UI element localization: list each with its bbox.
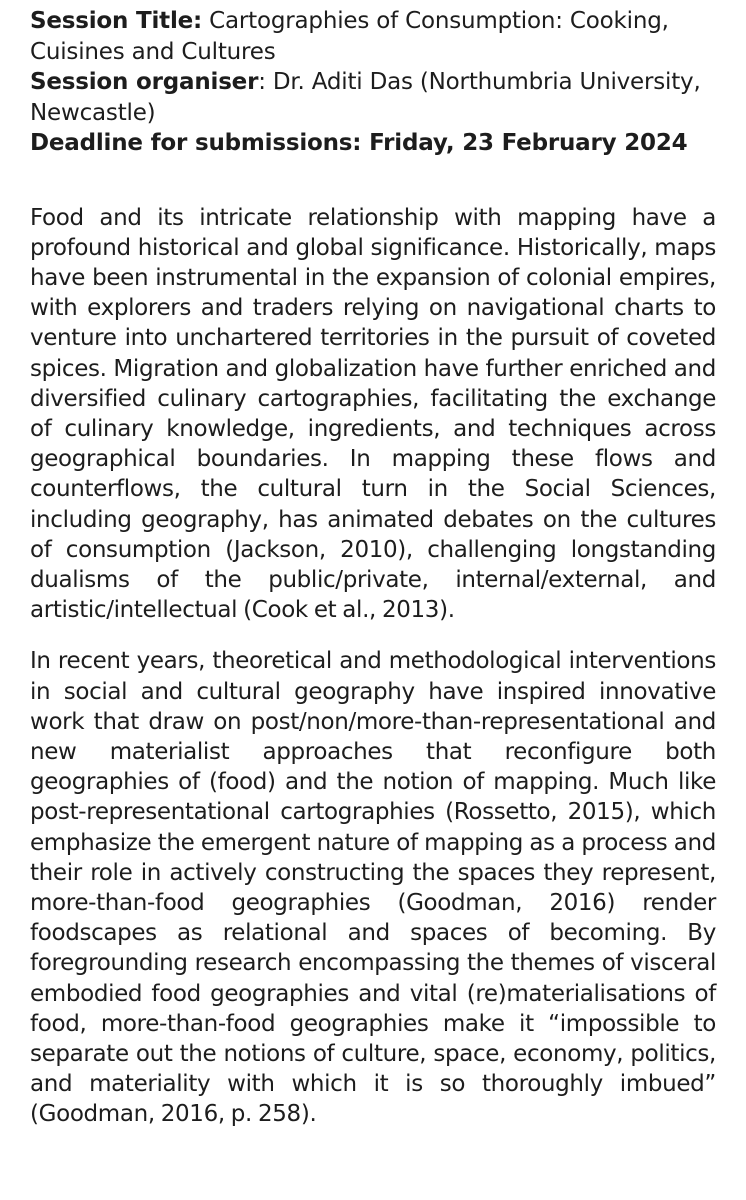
session-organiser-line [30, 67, 716, 128]
session-title-label: Session Title: [30, 8, 203, 34]
session-description [30, 203, 716, 1130]
description-paragraph-2: In recent years, theoretical and methodological interventions in social and cultural geography have inspired innovative work that draw on post/non/more-than-representational and new materialist approaches that reconfigure both geographies of (food) and the notion of mapping. Much like post-representational cartographies (Rossetto, 2015), which emphasize the emergent nature of mapping as a process and their role in actively constructing the spaces they represent, more-than-food geographies (Goodman, 2016) render foodscapes as relational and spaces of becoming. By foregrounding research encompassing the themes of visceral embodied food geographies and vital (re)materialisations of food, more-than-food geographies make it “impossible to separate out the notions of culture, space, economy, politics, and materiality with which it is so thoroughly imbued” (Goodman, 2016, p. 258). [30, 648, 716, 1128]
submission-deadline: Deadline for submissions: Friday, 23 February 2024 [30, 130, 688, 156]
session-title-line [30, 6, 716, 67]
session-info [30, 6, 716, 159]
session-organiser-value: : Dr. Aditi Das (Northumbria University, Newcastle) [30, 69, 701, 126]
description-paragraph-1: Food and its intricate relationship with mapping have a profound historical and global significance. Historically, maps have been instrumental in the expansion of colonial empires, with explorers and traders relying on navigational charts to venture into unchartered territories in the pursuit of coveted spices. Migration and globalization have further enriched and diversified culinary cartographies, facilitating the exchange of culinary knowledge, ingredients, and techniques across geographical boundaries. In mapping these flows and counterflows, the cultural turn in the Social Sciences, including geography, has animated debates on the cultures of consumption (Jackson, 2010), challenging longstanding dualisms of the public/private, internal/external, and artistic/intellectual (Cook et al., 2013). [30, 204, 716, 624]
session-title-value: Cartographies of Consumption: Cooking, Cuisines and Cultures [30, 8, 669, 65]
session-organiser-label: Session organiser [30, 69, 259, 95]
